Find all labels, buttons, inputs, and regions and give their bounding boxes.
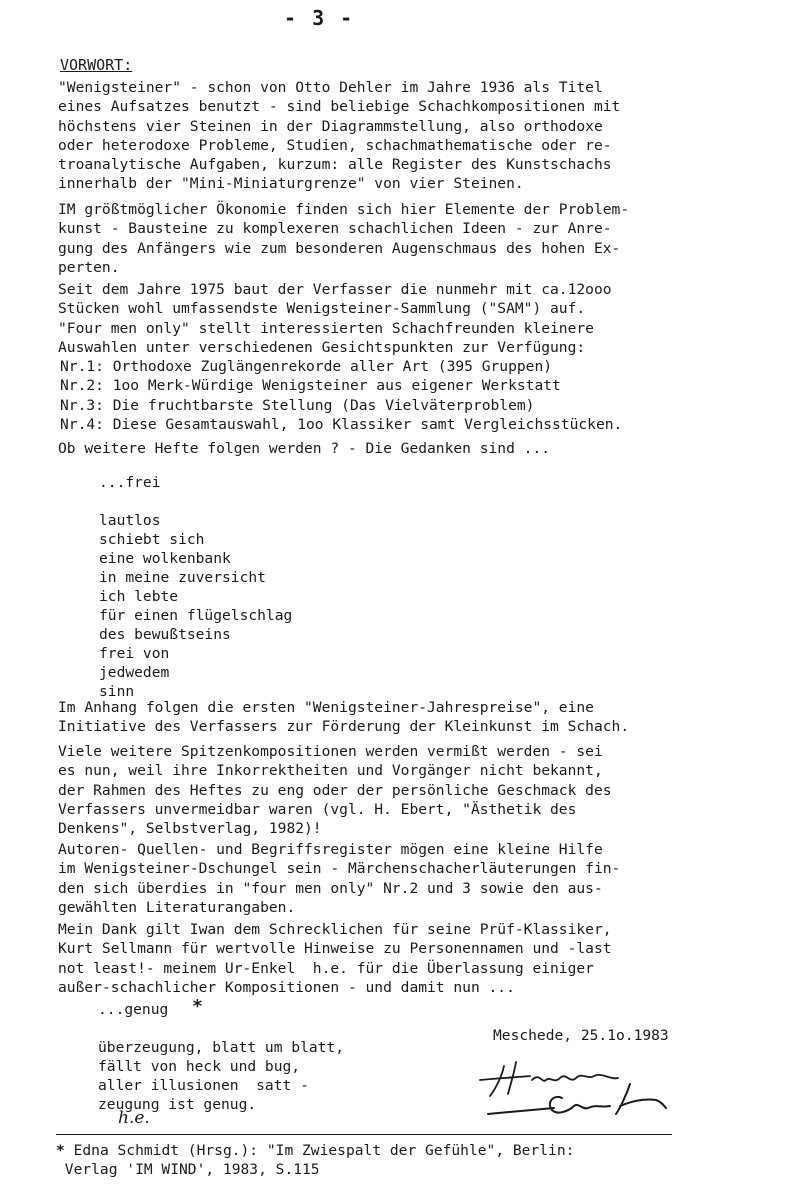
footnote xyxy=(56,1141,574,1179)
footnote-text: Edna Schmidt (Hrsg.): "Im Zwiespalt der Gefühle", Berlin: Verlag 'IM WIND', 1983, S.115 xyxy=(64,1142,575,1178)
handwritten-signature xyxy=(470,1050,680,1130)
poem-frei: ...frei lautlos schiebt sich eine wolkenbank in meine zuversicht ich lebte für einen flügelschlag des bewußtseins frei von jedwedem sinn xyxy=(99,474,293,700)
paragraph-question: Ob weitere Hefte folgen werden ? - Die Gedanken sind ... xyxy=(58,440,551,457)
paragraph-collection: Seit dem Jahre 1975 baut der Verfasser die nunmehr mit ca.12ooo Stücken wohl umfassendste Wenigsteiner-Sammlung ("SAM") auf. "Four men only" stellt interessierten Schachfreunden kleinere Auswahlen unter verschiedenen Gesichtspunkten zur Verfügung: xyxy=(58,281,612,356)
footnote-marker: * xyxy=(56,1142,65,1159)
paragraph-missing: Viele weitere Spitzenkompositionen werden vermißt werden - sei es nun, weil ihre Inkorrektheiten und Vorgänger nicht bekannt, der Rahmen des Heftes zu eng oder der persönliche Geschmack des Verfassers unvermeidbar waren (vgl. H. Ebert, "Ästhetik des Denkens", Selbstverlag, 1982)! xyxy=(58,743,612,838)
place-date: Meschede, 25.1o.1983 xyxy=(493,1027,669,1044)
paragraph-register: Autoren- Quellen- und Begriffsregister mögen eine kleine Hilfe im Wenigsteiner-Dschungel sein - Märchenschacherläuterungen fin- den sich überdies in "four men only" Nr.2 und 3 sowie den aus- gewählten Literaturangaben. xyxy=(58,841,621,916)
paragraph-economy: IM größtmöglicher Ökonomie finden sich hier Elemente der Problem- kunst - Bausteine zu komplexeren schachlichen Ideen - zur Anre- gung des Anfängers wie zum besonderen Augenschmaus des hohen Ex- perten. xyxy=(58,201,630,276)
preface-heading: VORWORT: xyxy=(60,56,133,74)
paragraph-appendix: Im Anhang folgen die ersten "Wenigsteiner-Jahrespreise", eine Initiative des Verfassers zur Förderung der Kleinkunst im Schach. xyxy=(58,699,630,736)
poem-genug: ...genug überzeugung, blatt um blatt, fällt von heck und bug, aller illusionen satt - zeugung ist genug. xyxy=(98,1001,345,1113)
paragraph-thanks: Mein Dank gilt Iwan dem Schrecklichen für seine Prüf-Klassiker, Kurt Sellmann für wertvolle Hinweise zu Personennamen und -last not least!- meinem Ur-Enkel h.e. für die Überlassung einiger außer-schachlicher Kompositionen - und damit nun ... xyxy=(58,921,612,996)
paragraph-intro: "Wenigsteiner" - schon von Otto Dehler im Jahre 1936 als Titel eines Aufsatzes benutzt - sind beliebige Schachkompositionen mit höchstens vier Steinen in der Diagrammstellung, also orthodoxe oder heterodoxe Probleme, Studien, schachmathematische oder re- troanalytische Aufgaben, kurzum: alle Register des Kunstschachs innerhalb der "Mini-Miniaturgrenze" von vier Steinen. xyxy=(58,79,621,193)
booklet-list: Nr.1: Orthodoxe Zuglängenrekorde aller Art (395 Gruppen) Nr.2: 1oo Merk-Würdige Wenigsteiner aus eigener Werkstatt Nr.3: Die fruchtbarste Stellung (Das Vielväterproblem) Nr.4: Diese Gesamtauswahl, 1oo Klassiker samt Vergleichsstücken. xyxy=(60,358,623,433)
page-number: - 3 - xyxy=(284,6,355,30)
poem-initials: h.e. xyxy=(118,1108,150,1128)
footnote-separator xyxy=(56,1134,672,1135)
poem-footnote-marker: * xyxy=(192,996,203,1017)
